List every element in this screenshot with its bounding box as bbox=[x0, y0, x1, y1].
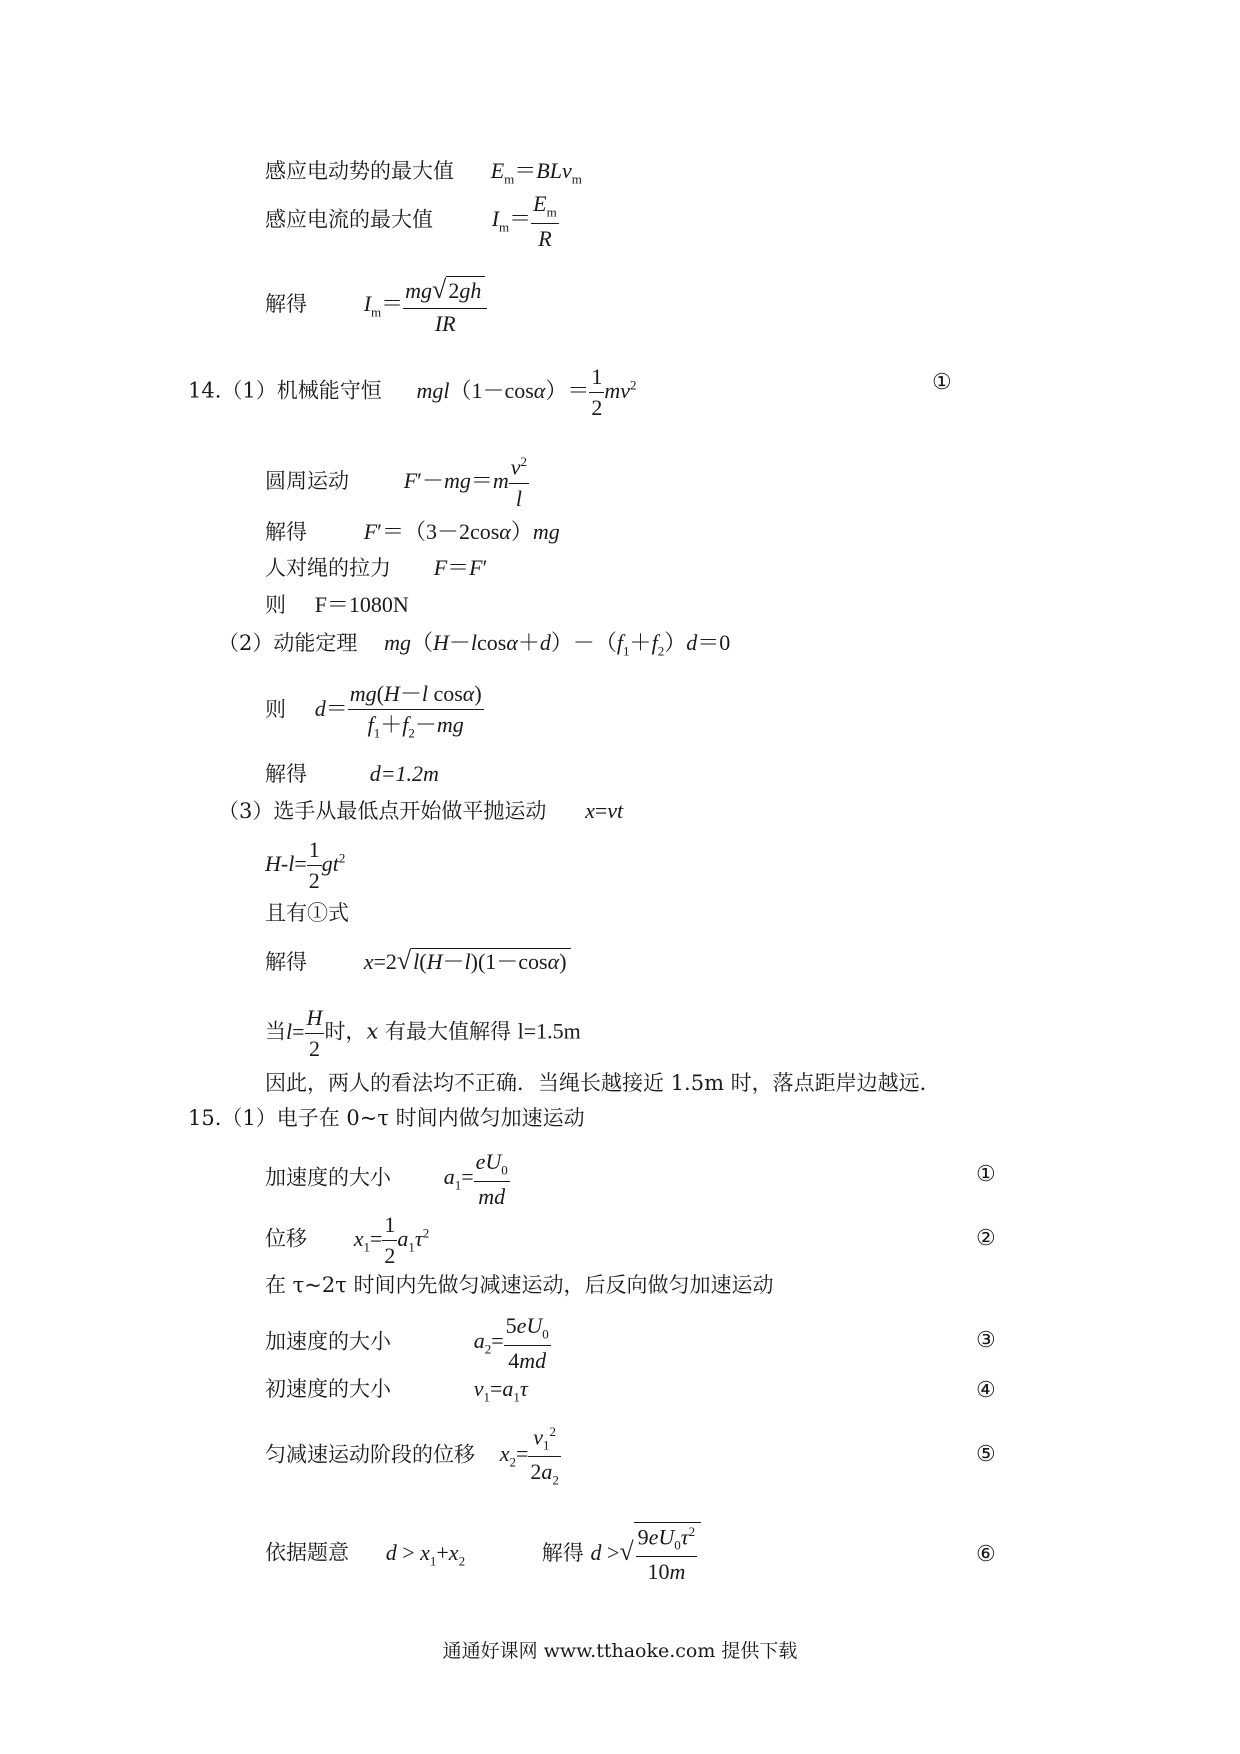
label: 解得 bbox=[265, 291, 307, 316]
formula-d: d＝ $\frac{\text{mg(H－l cosα)}}{f_1+f_2-mg}$ bbox=[314, 681, 482, 741]
q14-energy bbox=[188, 365, 637, 420]
label: 初速度的大小 bbox=[265, 1377, 391, 1401]
label: 感应电流的最大值 bbox=[265, 207, 433, 232]
formula-x2: $x_2=$ $\frac{v_1^2}{2a_2}$ bbox=[499, 1424, 559, 1488]
footer: 通通好课网 www.tthaoke.com 提供下载 bbox=[442, 1640, 798, 1662]
label: 有最大值解得 bbox=[384, 1019, 511, 1044]
marker-1: ① bbox=[932, 370, 952, 395]
q14-then bbox=[265, 594, 409, 616]
formula-im: $I_m=$ $\frac{E_m}{R}$ bbox=[491, 191, 557, 251]
label: 解得 bbox=[265, 520, 307, 544]
label: 解得 bbox=[541, 1540, 584, 1565]
q15-v0 bbox=[265, 1378, 528, 1403]
q15-acc1 bbox=[265, 1150, 510, 1209]
formula-a2: $a_2=$ $\frac{5eU_0}{4md}$ bbox=[473, 1313, 549, 1373]
label: 依据题意 bbox=[265, 1540, 349, 1565]
label: 14.（1）机械能守恒 bbox=[188, 378, 382, 403]
label: 位移 bbox=[265, 1226, 307, 1251]
formula-ineq: $d > x_1+x_2$ bbox=[385, 1539, 466, 1569]
formula-emf: $E_m=BLv_m$ bbox=[490, 158, 582, 187]
var-x: x bbox=[366, 1019, 379, 1044]
q14-with-eq1 bbox=[265, 903, 349, 924]
q15-intro bbox=[188, 1108, 585, 1129]
label: 解得 bbox=[265, 950, 307, 974]
label: （2）动能定理 bbox=[218, 631, 358, 655]
q15-acc2 bbox=[265, 1314, 551, 1373]
q15-decel bbox=[265, 1425, 561, 1488]
marker-2: ② bbox=[976, 1226, 996, 1251]
line-current-max bbox=[265, 192, 559, 251]
marker-3: ③ bbox=[976, 1328, 996, 1353]
label: 当 bbox=[265, 1019, 286, 1044]
q14-rope-force bbox=[265, 557, 487, 579]
marker-6: ⑥ bbox=[976, 1542, 996, 1567]
formula-x-vt: x=vt bbox=[585, 798, 624, 823]
q15-disp bbox=[265, 1213, 429, 1268]
q14-solve-f bbox=[265, 521, 560, 543]
q14-then-d bbox=[265, 682, 484, 741]
formula-d-bound: d >√ $\frac{9eU_0\tau^2}{10m}$ bbox=[590, 1540, 701, 1565]
formula-energy: mgl（1－cosα）＝ $\frac{1}{2}$ $mv^2$ bbox=[416, 364, 637, 421]
marker-1: ① bbox=[976, 1162, 996, 1187]
formula-l-value: l=1.5m bbox=[517, 1018, 581, 1044]
formula-circular: F′－mg＝m $\frac{v^2}{l}$ bbox=[403, 454, 528, 511]
label: 人对绳的拉力 bbox=[265, 556, 391, 580]
line-emf-max bbox=[265, 160, 582, 185]
formula-f-value: F＝1080N bbox=[314, 592, 409, 617]
label: 因此，两人的看法均不正确．当绳长越接近 1.5m 时，落点距岸边越远． bbox=[265, 1071, 941, 1095]
label: 圆周运动 bbox=[265, 468, 349, 493]
label: 加速度的大小 bbox=[265, 1329, 391, 1354]
q15-phase2 bbox=[265, 1275, 774, 1296]
q14-conclusion bbox=[265, 1073, 941, 1094]
formula-x-solved: x=2√l(H－l)(1－cosα) bbox=[364, 949, 571, 974]
formula-im-solved: $I_m=$ $\frac{mg√2gh}{IR}$ bbox=[364, 291, 488, 316]
label: 解得 bbox=[265, 762, 307, 786]
label: 时， bbox=[324, 1019, 367, 1044]
formula-x1: $x_1=$ $\frac{1}{2}$ $a_1\tau^2$ bbox=[353, 1212, 430, 1269]
formula-v1: $v_1=a_1\tau$ bbox=[473, 1376, 528, 1405]
label: 则 bbox=[265, 593, 286, 617]
label: 则 bbox=[265, 697, 286, 722]
q14-max-x bbox=[265, 1006, 581, 1061]
marker-4: ④ bbox=[976, 1378, 996, 1403]
q14-solve-d bbox=[265, 763, 439, 785]
label: 在 τ~2τ 时间内先做匀减速运动，后反向做匀加速运动 bbox=[265, 1273, 774, 1297]
label: 且有①式 bbox=[265, 901, 349, 925]
q15-basis bbox=[265, 1522, 701, 1584]
q14-solve-x bbox=[265, 948, 571, 974]
label: 感应电动势的最大值 bbox=[265, 159, 454, 183]
formula-fprime: F′＝（3－2cosα）mg bbox=[363, 519, 560, 544]
formula-kinetic: $mg(H-lcos\alpha+d)-(f_1+f_2)d=0$ bbox=[384, 630, 731, 659]
formula-f-eq: F＝F′ bbox=[433, 555, 488, 580]
formula-height: H-l= $\frac{1}{2}$ $gt^2$ bbox=[265, 837, 346, 894]
formula-d-value: d=1.2m bbox=[369, 761, 439, 786]
q14-height bbox=[265, 838, 345, 893]
label: 加速度的大小 bbox=[265, 1165, 391, 1190]
label: 匀减速运动阶段的位移 bbox=[265, 1442, 475, 1467]
marker-5: ⑤ bbox=[976, 1442, 996, 1467]
label: 15.（1）电子在 0~τ 时间内做匀加速运动 bbox=[188, 1106, 585, 1130]
line-solve-im bbox=[265, 276, 487, 336]
formula-l-half: l= $\frac{H}{2}$ bbox=[286, 1005, 323, 1062]
q14-kinetic bbox=[218, 632, 730, 657]
label: （3）选手从最低点开始做平抛运动 bbox=[218, 799, 547, 823]
q14-projectile bbox=[218, 800, 623, 822]
q14-circular bbox=[265, 455, 529, 511]
formula-a1: $a_1=$ $\frac{eU_0}{md}$ bbox=[443, 1149, 508, 1209]
